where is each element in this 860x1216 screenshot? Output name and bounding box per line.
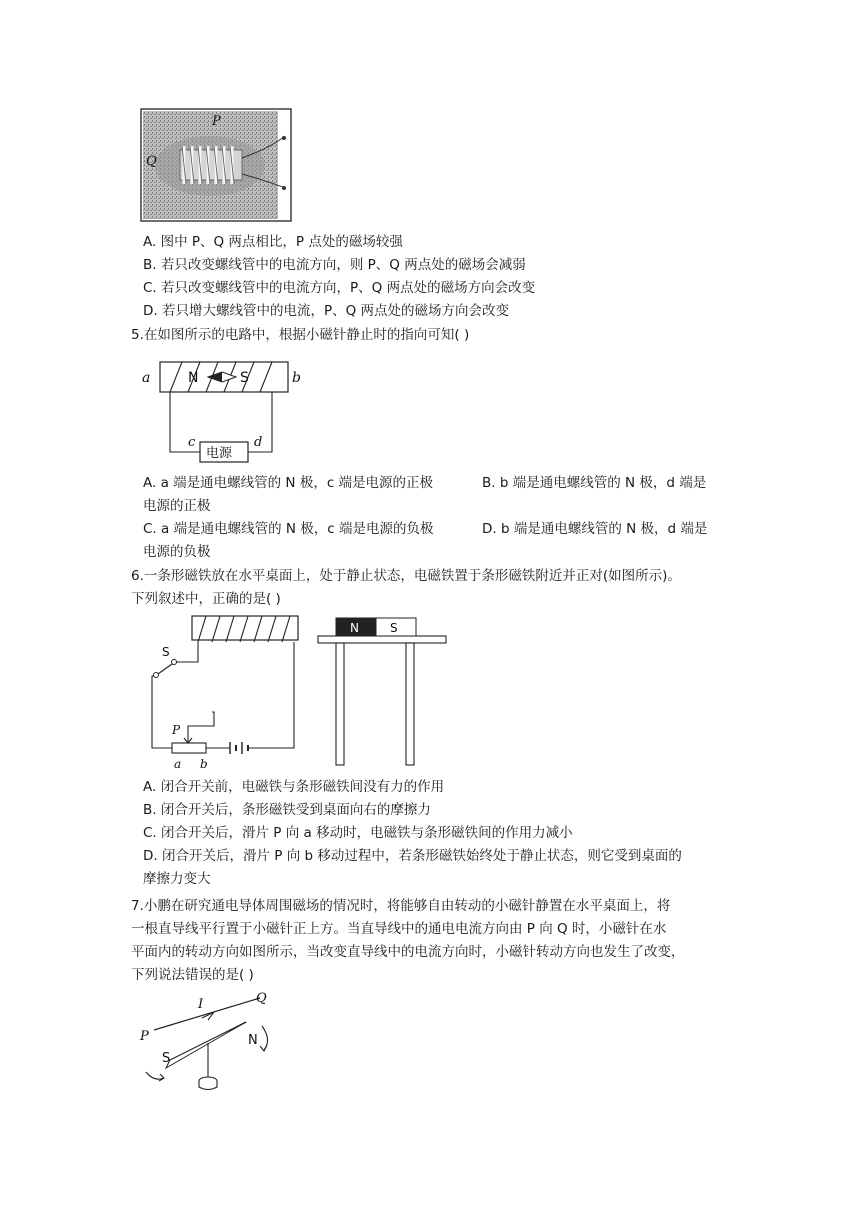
q5-stem: 5.在如图所示的电路中，根据小磁针静止时的指向可知( ) <box>131 327 470 343</box>
q5-option-c[interactable]: C. a 端是通电螺线管的 N 极，c 端是电源的负极 <box>143 521 434 537</box>
power-source-label: 电源 <box>206 446 233 461</box>
q7-wire-compass-figure <box>136 988 296 1092</box>
magnet-s-label: S <box>390 621 398 635</box>
q5-option-d-cont: 电源的负极 <box>143 544 211 560</box>
wire-q-label: Q <box>256 991 267 1006</box>
q4-option-a[interactable]: A. 图中 P、Q 两点相比，P 点处的磁场较强 <box>143 234 403 250</box>
q6-stem-line1: 6.一条形磁铁放在水平桌面上，处于静止状态，电磁铁置于条形磁铁附近并正对(如图所示)。 <box>131 568 681 584</box>
q4-option-b[interactable]: B. 若只改变螺线管中的电流方向，则 P、Q 两点处的磁场会减弱 <box>143 257 526 273</box>
q4-solenoid-figure <box>140 108 292 222</box>
q7-stem-line1: 7.小鹏在研究通电导体周围磁场的情况时，将能够自由转动的小磁针静置在水平桌面上，将 <box>131 898 671 914</box>
q5-option-b-cont: 电源的正极 <box>143 498 211 514</box>
switch-s-label: S <box>162 645 170 659</box>
q6-option-d[interactable]: D. 闭合开关后，滑片 P 向 b 移动过程中，若条形磁铁始终处于静止状态，则它受到桌面的 <box>143 848 682 864</box>
q5-option-d[interactable]: D. b 端是通电螺线管的 N 极，d 端是 <box>482 521 708 537</box>
needle-n-label: N <box>188 370 199 386</box>
terminal-c-label: c <box>188 435 196 450</box>
end-a-label: a <box>142 370 151 386</box>
q6-option-c[interactable]: C. 闭合开关后，滑片 P 向 a 移动时，电磁铁与条形磁铁间的作用力减小 <box>143 825 573 841</box>
needle-n-label: N <box>248 1033 258 1048</box>
q7-stem-line4: 下列说法错误的是( ) <box>131 967 254 983</box>
rheostat-b-label: b <box>200 757 208 771</box>
q4-option-c[interactable]: C. 若只改变螺线管中的电流方向，P、Q 两点处的磁场方向会改变 <box>143 280 536 296</box>
rheostat-a-label: a <box>174 757 182 771</box>
q7-stem-line2: 一根直导线平行置于小磁针正上方。当直导线中的通电电流方向由 P 向 Q 时，小磁针在水 <box>131 921 667 937</box>
q5-option-b[interactable]: B. b 端是通电螺线管的 N 极，d 端是 <box>482 475 707 491</box>
point-q-label: Q <box>146 154 157 169</box>
wire-p-label: P <box>140 1029 149 1044</box>
q6-option-a[interactable]: A. 闭合开关前，电磁铁与条形磁铁间没有力的作用 <box>143 779 445 795</box>
q5-circuit-figure <box>140 352 310 468</box>
current-i-label: I <box>198 997 204 1012</box>
magnet-n-label: N <box>350 621 359 635</box>
needle-s-label: S <box>240 370 249 386</box>
slider-p-label: P <box>172 723 181 737</box>
q5-option-a[interactable]: A. a 端是通电螺线管的 N 极，c 端是电源的正极 <box>143 475 434 491</box>
q6-option-b[interactable]: B. 闭合开关后，条形磁铁受到桌面向右的摩擦力 <box>143 802 431 818</box>
terminal-d-label: d <box>254 435 263 450</box>
end-b-label: b <box>292 370 301 386</box>
q6-option-d-cont: 摩擦力变大 <box>143 871 211 887</box>
q7-stem-line3: 平面内的转动方向如图所示，当改变直导线中的电流方向时，小磁针转动方向也发生了改变， <box>131 944 685 960</box>
q6-stem-line2: 下列叙述中，正确的是( ) <box>131 591 281 607</box>
q6-electromagnet-figure <box>140 612 452 772</box>
needle-s-label: S <box>162 1051 171 1066</box>
q4-option-d[interactable]: D. 若只增大螺线管中的电流，P、Q 两点处的磁场方向会改变 <box>143 303 510 319</box>
point-p-label: P <box>212 114 221 129</box>
